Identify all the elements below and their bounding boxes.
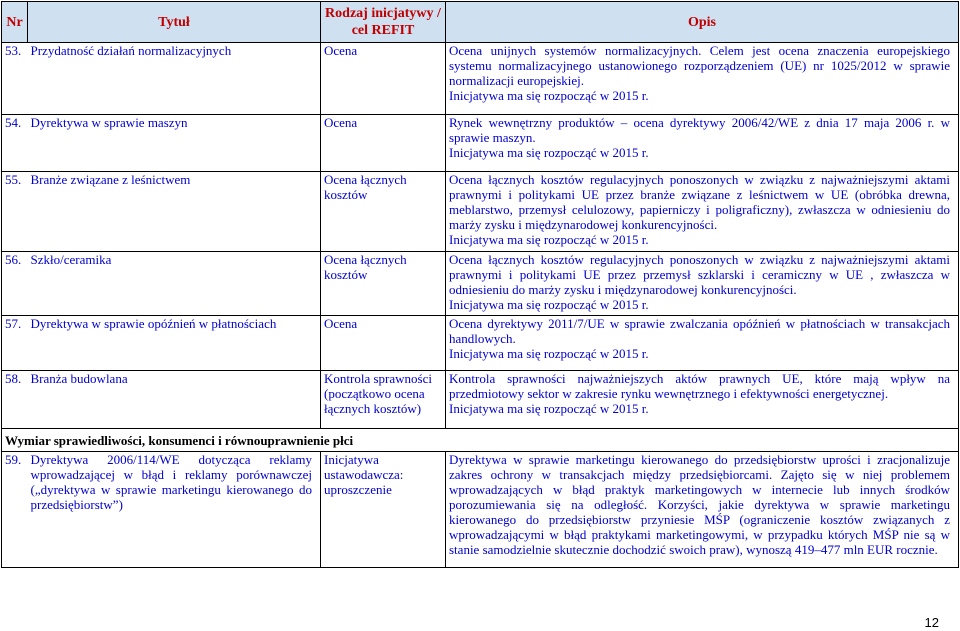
- row-nr: 54.: [2, 115, 28, 172]
- table-header-row: [2, 2, 959, 43]
- row-description: [446, 172, 959, 252]
- row-description: [446, 252, 959, 316]
- row-type: Ocena łącznych kosztów: [321, 172, 446, 252]
- description-text: Ocena dyrektywy 2011/7/UE w sprawie zwalczania opóźnień w płatnościach w transakcjach handlowych.: [449, 316, 950, 346]
- row-description: [446, 115, 959, 172]
- table-row: [2, 172, 959, 252]
- table-row: [2, 371, 959, 429]
- start-note: Inicjatywa ma się rozpocząć w 2015 r.: [449, 145, 649, 160]
- table-row: [2, 115, 959, 172]
- header-nr: Nr: [2, 2, 28, 43]
- section-row: [2, 429, 959, 452]
- table-row: [2, 316, 959, 371]
- row-type: Ocena łącznych kosztów: [321, 252, 446, 316]
- row-title: Dyrektywa w sprawie maszyn: [28, 115, 321, 172]
- section-title: Wymiar sprawiedliwości, konsumenci i równouprawnienie płci: [2, 429, 959, 452]
- start-note: Inicjatywa ma się rozpocząć w 2015 r.: [449, 232, 649, 247]
- description-text: Ocena unijnych systemów normalizacyjnych. Celem jest ocena znaczenia europejskiego systemu normalizacyjnego ustanowionego rozporządzeniem (UE) nr 1025/2012 w sprawie normalizacji europejskiej.: [449, 43, 950, 88]
- row-nr: 55.: [2, 172, 28, 252]
- description-text: Dyrektywa w sprawie marketingu kierowanego do przedsiębiorstw uprości i zracjonalizuje zakres ochrony w transakcjach między przedsiębiorcami. Zajęto się w niej problemem wprowadzających w błąd praktyk marketingowych w internecie lub innych środków porozumiewania się na odległość. Korzyści, jakie dyrektywa w sprawie marketingu kierowanego do przedsiębiorstw przyniesie MŚP (ograniczenie kosztów związanych z wprowadzającymi w błąd praktykami marketingowymi, w przypadku których MŚP nie są w stanie samodzielnie skutecznie dochodzić swoich praw), wynoszą 419–477 mln EUR rocznie.: [449, 452, 950, 557]
- row-description: [446, 371, 959, 429]
- page-number: 12: [924, 615, 939, 630]
- start-note: Inicjatywa ma się rozpocząć w 2015 r.: [449, 401, 649, 416]
- row-description: [446, 316, 959, 371]
- header-type: Rodzaj inicjatywy / cel REFIT: [321, 2, 446, 43]
- description-text: Ocena łącznych kosztów regulacyjnych ponoszonych w związku z najważniejszymi aktami prawnymi i politykami UE przez branże związane z leśnictwem w UE (obróbka drewna, meblarstwo, przemysł celulozowy, papierniczy i poligraficzny), zwłaszcza w odniesieniu do marży zysku i międzynarodowej konkurencyjności.: [449, 172, 950, 232]
- row-type: Inicjatywa ustawodawcza: uproszczenie: [321, 452, 446, 568]
- table-row: [2, 43, 959, 115]
- row-title: Branże związane z leśnictwem: [28, 172, 321, 252]
- table-row: [2, 252, 959, 316]
- start-note: Inicjatywa ma się rozpocząć w 2015 r.: [449, 297, 649, 312]
- header-title: Tytuł: [28, 2, 321, 43]
- row-type: Kontrola sprawności (początkowo ocena łącznych kosztów): [321, 371, 446, 429]
- row-nr: 58.: [2, 371, 28, 429]
- row-type: Ocena: [321, 316, 446, 371]
- row-title: Przydatność działań normalizacyjnych: [28, 43, 321, 115]
- row-nr: 53.: [2, 43, 28, 115]
- description-text: Rynek wewnętrzny produktów – ocena dyrektywy 2006/42/WE z dnia 17 maja 2006 r. w sprawie maszyn.: [449, 115, 950, 145]
- start-note: Inicjatywa ma się rozpocząć w 2015 r.: [449, 88, 649, 103]
- description-text: Ocena łącznych kosztów regulacyjnych ponoszonych w związku z najważniejszymi aktami prawnymi i politykami UE przez przemysł szklarski i ceramiczny w UE , zwłaszcza w odniesieniu do marży zysku i międzynarodowej konkurencyjności.: [449, 252, 950, 297]
- header-description: Opis: [446, 2, 959, 43]
- row-nr: 59.: [2, 452, 28, 568]
- row-type: Ocena: [321, 115, 446, 172]
- row-title: Dyrektywa 2006/114/WE dotycząca reklamy wprowadzającej w błąd i reklamy porównawczej („dyrektywa w sprawie marketingu kierowanego do przedsiębiorstw”): [28, 452, 321, 568]
- row-nr: 57.: [2, 316, 28, 371]
- row-nr: 56.: [2, 252, 28, 316]
- initiatives-table: [1, 1, 959, 568]
- table-row: [2, 452, 959, 568]
- row-title: Szkło/ceramika: [28, 252, 321, 316]
- row-title: Branża budowlana: [28, 371, 321, 429]
- description-text: Kontrola sprawności najważniejszych aktów prawnych UE, które mają wpływ na przedmiotowy sektor w zakresie rynku wewnętrznego i efektywności energetycznej.: [449, 371, 950, 401]
- row-type: Ocena: [321, 43, 446, 115]
- row-description: [446, 43, 959, 115]
- row-title: Dyrektywa w sprawie opóźnień w płatnościach: [28, 316, 321, 371]
- row-description: [446, 452, 959, 568]
- start-note: Inicjatywa ma się rozpocząć w 2015 r.: [449, 346, 649, 361]
